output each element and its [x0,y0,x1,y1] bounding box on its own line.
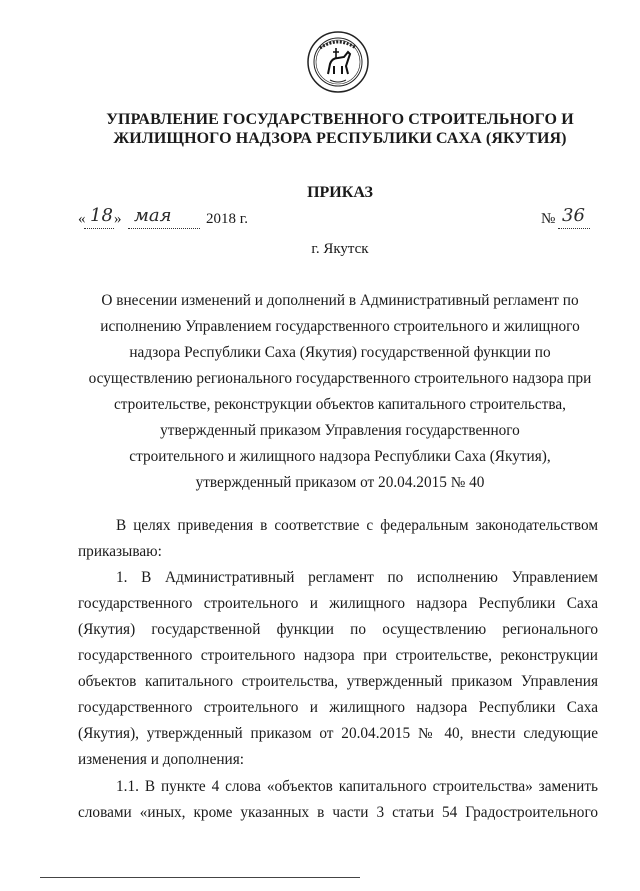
subject-line: осуществлению регионального государственного строительного надзора при [88,370,592,387]
close-quote: » [114,211,122,227]
footnote-divider [40,877,360,878]
month-underline [128,228,200,229]
order-subject [80,288,600,496]
body-line: В целях приведения в соответствие с федеральным законодательством [116,517,598,534]
order-year: 2018 г. [206,211,248,227]
subject-line: О внесении изменений и дополнений в Административный регламент по [101,292,579,309]
number-underline [558,228,590,229]
body-line: словами «иных, кроме указанных в части 3 статьи 54 Градостроительного [78,804,598,821]
document-title: ПРИКАЗ [307,184,373,201]
number-sign: № [541,211,556,227]
body-line: 1.1. В пункте 4 слова «объектов капитального строительства» заменить [116,778,598,795]
body-line: государственного строительного и жилищного надзора Республики Саха [78,699,598,716]
paragraph-preamble [78,513,598,565]
body-line: (Якутия) государственной функции по осуществлению регионального [78,621,598,638]
organization-title [60,110,620,148]
coat-of-arms-icon [306,30,370,94]
body-line: приказываю: [78,543,162,560]
subject-line: строительного и жилищного надзора Республики Саха (Якутия), [129,448,551,465]
order-number: 36 [562,205,585,226]
body-line: государственного строительного надзора при строительстве, реконструкции [78,647,598,664]
org-title-line-1: УПРАВЛЕНИЕ ГОСУДАРСТВЕННОГО СТРОИТЕЛЬНОГО И [106,111,574,128]
subject-line: утвержденный приказом Управления государственного [160,422,520,439]
order-date-row [78,205,598,229]
body-line: изменения и дополнения: [78,751,245,768]
order-day: 18 [90,205,113,226]
body-line: 1. В Административный регламент по исполнению Управлением [116,569,598,586]
body-line: объектов капитального строительства, утвержденный приказом Управления [78,673,598,690]
order-month: мая [134,205,172,226]
city: г. Якутск [311,241,369,257]
body-line: государственного строительного и жилищного надзора Республики Саха [78,595,598,612]
paragraph-item-1-1 [78,774,598,826]
subject-line: исполнению Управлением государственного строительного и жилищного [100,318,580,335]
body-line: (Якутия), утвержденный приказом от 20.04.2015 № 40, внести следующие [78,725,598,742]
org-title-line-2: ЖИЛИЩНОГО НАДЗОРА РЕСПУБЛИКИ САХА (ЯКУТИЯ) [113,130,567,147]
subject-line: надзора Республики Саха (Якутия) государственной функции по [129,344,551,361]
paragraph-item-1 [78,565,598,773]
day-underline [84,228,114,229]
subject-line: утвержденный приказом от 20.04.2015 № 40 [195,474,485,491]
subject-line: строительстве, реконструкции объектов капитального строительства, [113,396,567,413]
open-quote: « [78,211,86,227]
